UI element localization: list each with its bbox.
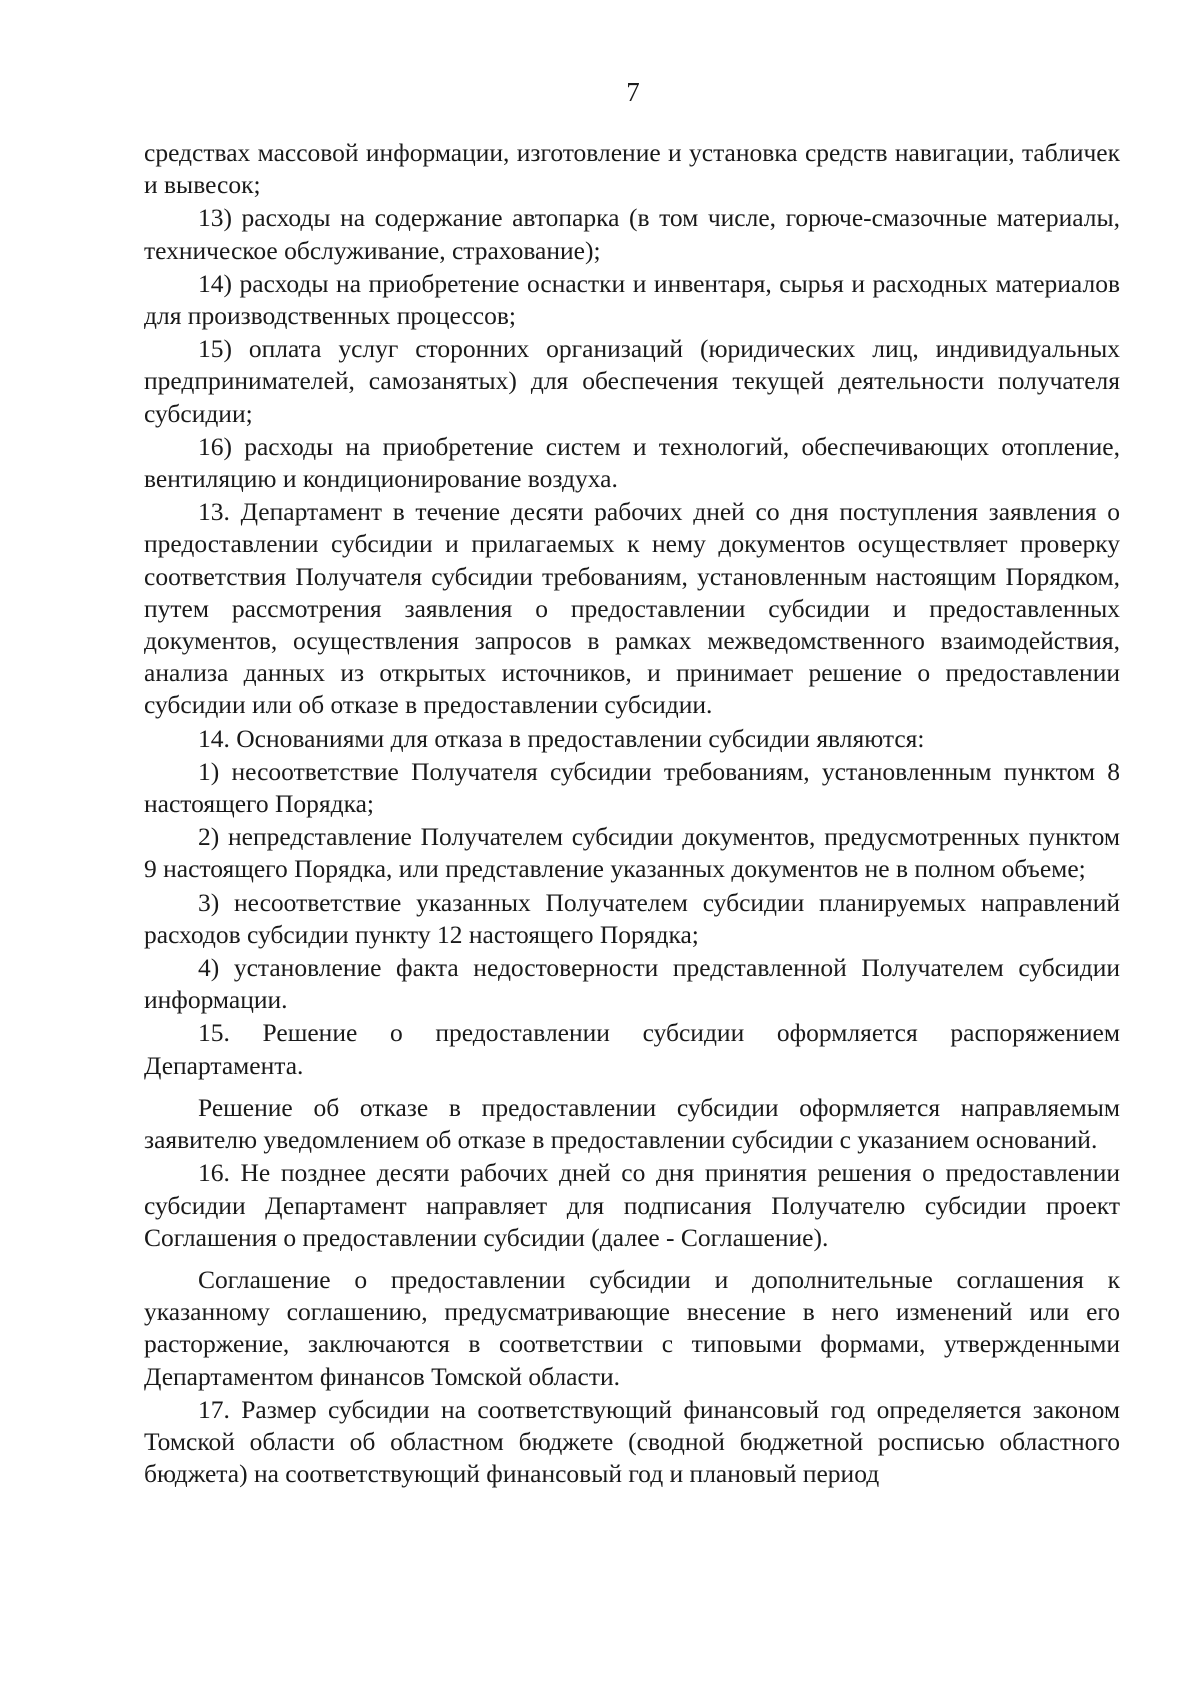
paragraph-item-16-expenses: 16) расходы на приобретение систем и технологий, обеспечивающих отопление, вентиляцию и кондиционирование воздуха. <box>144 431 1120 494</box>
paragraph-refusal-decision: Решение об отказе в предоставлении субсидии оформляется направляемым заявителю уведомлением об отказе в предоставлении субсидии с указанием оснований. <box>144 1092 1120 1155</box>
paragraph-refusal-ground-3: 3) несоответствие указанных Получателем субсидии планируемых направлений расходов субсидии пункту 12 настоящего Порядка; <box>144 887 1120 949</box>
paragraph-refusal-ground-2: 2) непредставление Получателем субсидии документов, предусмотренных пунктом 9 настоящего Порядка, или представление указанных документов не в полном объеме; <box>144 822 1120 884</box>
paragraph-clause-13: 13. Департамент в течение десяти рабочих дней со дня поступления заявления о предоставлении субсидии и прилагаемых к нему документов осуществляет проверку соответствия Получателя субсидии требованиям, установленным настоящим Порядком, путем рассмотрения заявления о предоставлении субсидии и предоставленных документов, осуществления запросов в рамках межведомственного взаимодействия, анализа данных из открытых источников, и принимает решение о предоставлении субсидии или об отказе в предоставлении субсидии. <box>144 497 1120 720</box>
paragraph-item-14-expenses: 14) расходы на приобретение оснастки и инвентаря, сырья и расходных материалов для производственных процессов; <box>144 268 1120 331</box>
paragraph-refusal-ground-1: 1) несоответствие Получателя субсидии требованиям, установленным пунктом 8 настоящего Порядка; <box>144 756 1120 819</box>
paragraph-item-15-expenses: 15) оплата услуг сторонних организаций (юридических лиц, индивидуальных предпринимателей, самозанятых) для обеспечения текущей деятельности получателя субсидии; <box>144 334 1120 428</box>
page-number: 7 <box>626 77 640 107</box>
paragraph-refusal-ground-4: 4) установление факта недостоверности представленной Получателем субсидии информации. <box>144 953 1120 1015</box>
paragraph-clause-14: 14. Основаниями для отказа в предоставлении субсидии являются: <box>198 723 925 753</box>
paragraph-clause-16: 16. Не позднее десяти рабочих дней со дня принятия решения о предоставлении субсидии Департамент направляет для подписания Получателю субсидии проект Соглашения о предоставлении субсидии (далее - Соглашение). <box>144 1158 1120 1252</box>
paragraph-continuation: средствах массовой информации, изготовление и установка средств навигации, табличек и вывесок; <box>144 138 1120 200</box>
document-body <box>144 137 1120 1491</box>
paragraph-agreement: Соглашение о предоставлении субсидии и дополнительные соглашения к указанному соглашению, предусматривающие внесение в него изменений или его расторжение, заключаются в соответствии с типовыми формами, утвержденными Департаментом финансов Томской области. <box>144 1264 1120 1391</box>
paragraph-item-13-expenses: 13) расходы на содержание автопарка (в том числе, горюче-смазочные материалы, техническое обслуживание, страхование); <box>144 203 1120 265</box>
paragraph-clause-15: 15. Решение о предоставлении субсидии оформляется распоряжением Департамента. <box>144 1018 1120 1080</box>
paragraph-clause-17: 17. Размер субсидии на соответствующий финансовый год определяется законом Томской области об областном бюджете (сводной бюджетной росписью областного бюджета) на соответствующий финансовый год и плановый период <box>144 1394 1120 1489</box>
